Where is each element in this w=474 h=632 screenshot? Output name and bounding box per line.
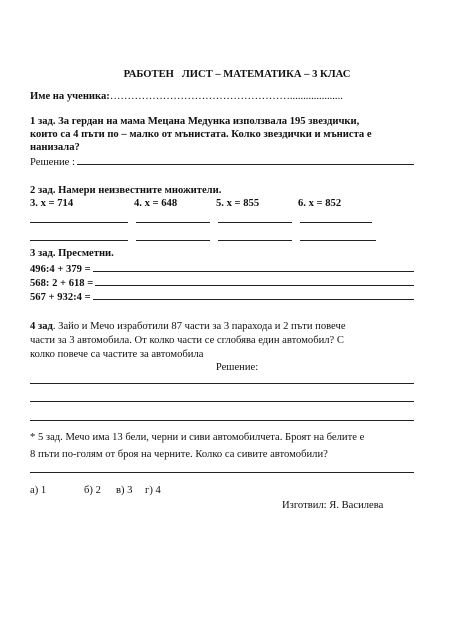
student-name-field[interactable]: …………………………………………….................... (109, 91, 343, 102)
author-credit: Изготвил: Я. Василева (282, 500, 384, 511)
task4-answer-line[interactable] (30, 420, 414, 421)
task5-option-d[interactable]: г) 4 (145, 485, 161, 496)
task4-line2: части за 3 автомобила. От колко части се сглобява един автомобил? С (30, 335, 344, 346)
task1-line2: които са 4 пъти по – малко от мънистата. Колко звездички и мъниста е (30, 129, 372, 140)
task4-answer-line[interactable] (30, 383, 414, 384)
task2-answer-line[interactable] (136, 222, 210, 223)
task4-solution-label: Решение: (215, 362, 259, 373)
task3-answer-line[interactable] (95, 276, 414, 286)
task5-answer-line[interactable] (30, 472, 414, 473)
task5-line1: * 5 зад. Мечо има 13 бели, черни и сиви автомобилчета. Броят на белите е (30, 432, 365, 443)
task4-label: 4 зад (30, 321, 53, 332)
task2-item-4: 4. x = 648 (134, 198, 178, 209)
task4-answer-line[interactable] (30, 401, 414, 402)
task5-option-c[interactable]: в) 3 (116, 485, 133, 496)
task1-answer-line[interactable] (77, 155, 414, 165)
task2-item-6: 6. x = 852 (298, 198, 342, 209)
task1-line3: нанизала? (30, 142, 80, 153)
worksheet-title: РАБОТЕН ЛИСТ – МАТЕМАТИКА – 3 КЛАС (123, 69, 351, 80)
task2-item-5: 5. x = 855 (216, 198, 260, 209)
task1-line1: 1 зад. За гердан на мама Мецана Медунка използвала 195 звездички, (30, 116, 360, 127)
task2-item-3: 3. x = 714 (30, 198, 74, 209)
task2-answer-line[interactable] (300, 240, 376, 241)
task2-answer-line[interactable] (300, 222, 372, 223)
task3-row-2 (30, 276, 414, 291)
task2-answer-line[interactable] (218, 240, 292, 241)
task3-answer-line[interactable] (93, 262, 414, 272)
task3-expression: 568: 2 + 618 = (30, 278, 94, 289)
task3-heading: 3 зад. Пресметни. (30, 248, 114, 259)
task4-line1 (30, 320, 346, 334)
task2-answer-line[interactable] (218, 222, 292, 223)
task2-answer-line[interactable] (136, 240, 210, 241)
task3-answer-line[interactable] (93, 290, 414, 300)
task2-answer-line[interactable] (30, 222, 128, 223)
task1-solution-row (30, 155, 414, 170)
task1-solution-label: Решение : (30, 157, 75, 168)
task5-option-b[interactable]: б) 2 (84, 485, 101, 496)
task3-row-1 (30, 262, 414, 277)
task5-option-a[interactable]: а) 1 (30, 485, 47, 496)
task3-expression: 567 + 932:4 = (30, 292, 91, 303)
task3-expression: 496:4 + 379 = (30, 264, 91, 275)
task3-row-3 (30, 290, 414, 305)
task2-answer-line[interactable] (30, 240, 128, 241)
student-name-row (30, 90, 343, 104)
student-name-label: Име на ученика: (30, 91, 110, 102)
task5-line2: 8 пъти по-голям от броя на черните. Колко са сивите автомобили? (30, 449, 328, 460)
task4-line3: колко повече са частите за автомобила (30, 349, 204, 360)
task4-text: . Зайо и Мечо изработили 87 части за 3 парахода и 2 пъти повече (52, 321, 346, 332)
task2-heading: 2 зад. Намери неизвестните множители. (30, 185, 222, 196)
